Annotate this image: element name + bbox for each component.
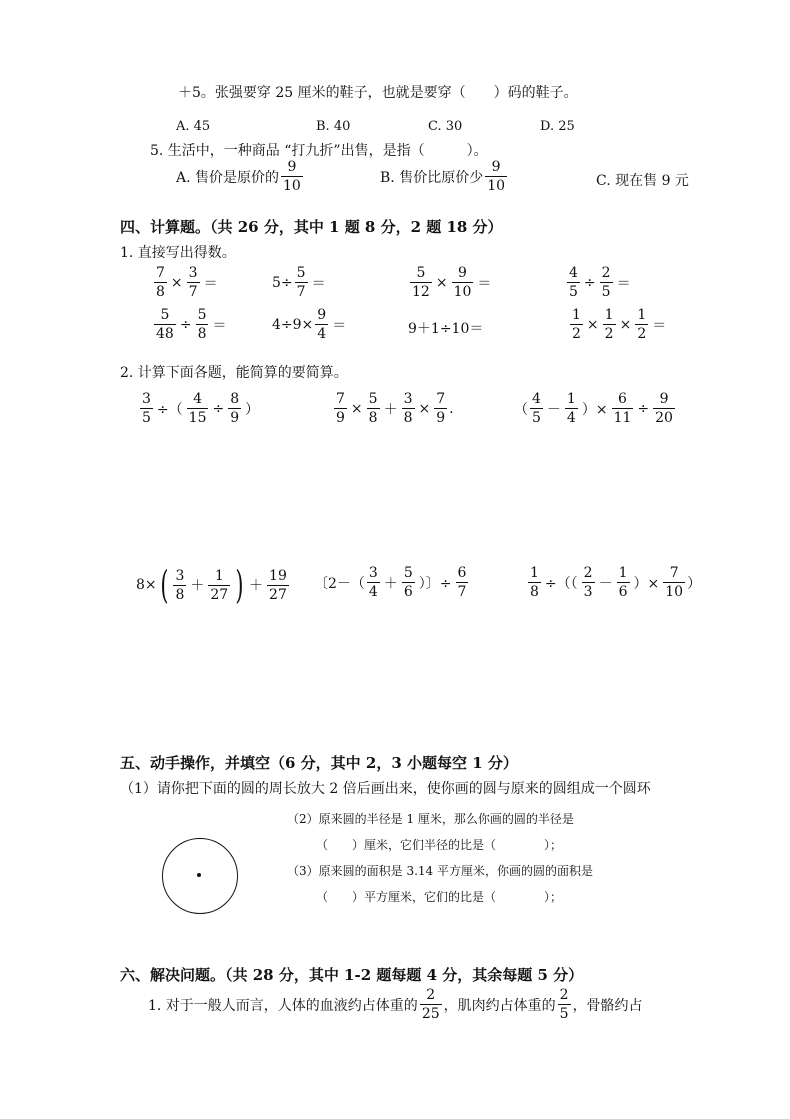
- fraction: [603, 308, 616, 341]
- numerator: 3: [403, 391, 413, 407]
- math-symbol: ÷: [179, 316, 192, 333]
- numerator: 7: [156, 265, 165, 281]
- math-symbol: －: [546, 401, 561, 418]
- q4-option-d: D. 25: [540, 119, 575, 134]
- math-symbol: ×: [350, 400, 363, 417]
- denominator: 12: [412, 284, 430, 300]
- numerator: 8: [230, 391, 240, 407]
- fraction: [663, 566, 685, 599]
- denominator: 4: [317, 326, 327, 342]
- p1-expr-7: 9＋1÷10＝: [408, 321, 484, 337]
- math-symbol: ）×: [581, 401, 608, 418]
- numerator: 3: [175, 567, 185, 584]
- numerator: 6: [457, 565, 467, 581]
- fraction: [196, 308, 209, 341]
- numerator: 3: [188, 265, 198, 281]
- fraction: [154, 308, 176, 341]
- numerator: 1: [566, 391, 576, 407]
- numerator: 1: [530, 565, 539, 581]
- numerator: 5: [197, 307, 207, 323]
- fraction: [402, 392, 415, 425]
- numerator: 5: [296, 265, 306, 281]
- math-symbol: ×: [586, 316, 599, 333]
- math-symbol: 4÷9×: [272, 316, 314, 333]
- q5-stem: 5. 生活中，一种商品 “打九折”出售，是指（ ）。: [150, 143, 488, 159]
- denominator: 6: [403, 584, 413, 600]
- p1-expr-6: [272, 308, 348, 341]
- denominator: 8: [197, 326, 207, 342]
- denominator: 5: [559, 1006, 569, 1022]
- q5-option-a-label: A. 售价是原价的: [176, 169, 280, 186]
- denominator: 5: [142, 410, 151, 426]
- math-symbol: 8×: [136, 577, 157, 593]
- section-6-title: 六、解决问题。（共 28 分，其中 1-2 题每题 4 分，其余每题 5 分）: [120, 966, 584, 984]
- denominator: 2: [637, 326, 647, 342]
- math-symbol: ）: [245, 401, 260, 418]
- fraction: [456, 566, 469, 599]
- fraction: [267, 569, 289, 602]
- numerator: 5: [416, 265, 426, 281]
- numerator: 1: [604, 307, 614, 323]
- q5-option-c: C. 现在售 9 元: [596, 173, 689, 189]
- math-symbol: ）×: [633, 575, 660, 592]
- math-symbol: ）: [687, 575, 702, 592]
- p2-expr-5: [314, 566, 470, 599]
- fraction: [228, 392, 241, 425]
- numerator: 5: [160, 307, 170, 323]
- math-symbol: ＋: [190, 578, 205, 594]
- denominator: 5: [601, 284, 611, 300]
- fraction: [187, 392, 209, 425]
- p2-expr-2: [332, 392, 454, 425]
- denominator: 48: [156, 326, 174, 342]
- denominator: 2: [604, 326, 614, 342]
- fraction: [530, 392, 543, 425]
- fraction: [617, 566, 630, 599]
- math-symbol: ＝: [652, 317, 667, 334]
- math-symbol: ＋: [249, 578, 264, 594]
- section-6-q1: [148, 988, 643, 1021]
- q1-text-a: 1. 对于一般人而言，人体的血液约占体重的: [148, 997, 418, 1014]
- math-symbol: ＝: [332, 317, 347, 334]
- section-5-q1: （1）请你把下面的圆的周长放大 2 倍后画出来，使你画的圆与原来的圆组成一个圆环: [120, 781, 651, 797]
- math-symbol: 〔2－（: [314, 575, 365, 592]
- fraction: [528, 566, 541, 599]
- numerator: 3: [368, 565, 378, 581]
- denominator: 8: [175, 586, 185, 603]
- numerator: 9: [458, 265, 467, 281]
- math-symbol: ÷: [583, 274, 596, 291]
- denominator: 7: [457, 584, 467, 600]
- fraction: [295, 266, 308, 299]
- numerator: 19: [269, 567, 287, 584]
- numerator: 5: [368, 391, 378, 407]
- numerator: 9: [317, 307, 327, 323]
- denominator: 10: [453, 284, 472, 300]
- fraction: [565, 392, 578, 425]
- math-symbol: ×: [435, 274, 448, 291]
- math-symbol: ＋: [383, 575, 398, 592]
- circle-center-dot: [197, 873, 201, 877]
- math-symbol: ＝: [616, 275, 631, 292]
- q4-option-c: C. 30: [428, 119, 463, 134]
- math-symbol: ÷: [212, 400, 225, 417]
- denominator: 5: [532, 410, 541, 426]
- numerator: 5: [403, 565, 413, 581]
- math-symbol: ×: [418, 400, 431, 417]
- denominator: 8: [403, 410, 413, 426]
- numerator: 4: [532, 391, 541, 407]
- fraction: [140, 392, 153, 425]
- fraction: [315, 308, 328, 341]
- denominator: 11: [613, 410, 632, 426]
- math-symbol: ＋: [383, 401, 398, 418]
- section-5-q3-line1: （3）原来圆的面积是 3.14 平方厘米，你画的圆的面积是: [287, 864, 593, 878]
- denominator: 7: [188, 284, 198, 300]
- math-symbol: ÷（（: [544, 575, 578, 592]
- denominator: 10: [283, 178, 301, 194]
- denominator: 7: [296, 284, 306, 300]
- section-5-title: 五、动手操作，并填空（6 分，其中 2，3 小题每空 1 分）: [120, 754, 518, 772]
- fraction: [334, 392, 347, 425]
- denominator: 9: [336, 410, 345, 426]
- section-5-q2-line2: （ ）厘米，它们半径的比是（ ）；: [316, 838, 563, 852]
- fraction: [635, 308, 648, 341]
- p1-expr-2: [272, 266, 328, 299]
- math-symbol: ÷: [637, 400, 650, 417]
- numerator: 2: [583, 565, 593, 581]
- numerator: 9: [659, 391, 669, 407]
- numerator: 1: [618, 565, 628, 581]
- fraction: [612, 392, 634, 425]
- p1-expr-3: [408, 266, 493, 299]
- section-4-part2-title: 2. 计算下面各题，能简算的要简算。: [120, 365, 348, 381]
- section-5-q2-line1: （2）原来圆的半径是 1 厘米，那么你画的圆的半径是: [287, 812, 574, 826]
- math-symbol: 5÷: [272, 274, 293, 291]
- denominator: 4: [566, 410, 576, 426]
- fraction: [208, 569, 230, 602]
- numerator: 2: [559, 987, 569, 1003]
- q4-option-a: A. 45: [176, 119, 211, 134]
- math-symbol: ＝: [477, 275, 492, 292]
- numerator: 1: [572, 307, 581, 323]
- fraction: [187, 266, 200, 299]
- p1-expr-1: [152, 266, 220, 299]
- numerator: 7: [669, 565, 679, 581]
- denominator: 4: [368, 584, 378, 600]
- numerator: 3: [142, 391, 151, 407]
- fraction: [653, 392, 675, 425]
- denominator: 6: [618, 584, 628, 600]
- p2-expr-1: [138, 392, 261, 425]
- fraction: [570, 308, 583, 341]
- denominator: 10: [665, 584, 684, 600]
- numerator: 4: [569, 265, 578, 281]
- math-symbol: （: [514, 401, 528, 418]
- denominator: 10: [487, 178, 506, 194]
- denominator: 20: [655, 410, 673, 426]
- denominator: 25: [421, 1006, 440, 1022]
- q5-option-b-label: B. 售价比原价少: [380, 169, 484, 186]
- q5-option-a: [176, 160, 305, 193]
- q1-text-b: ，肌肉约占体重的: [443, 997, 556, 1014]
- math-symbol: ÷（: [156, 401, 183, 418]
- q5-option-b: [380, 160, 509, 193]
- fraction: [567, 266, 580, 299]
- math-symbol: ): [235, 563, 244, 607]
- math-symbol: ×: [619, 316, 632, 333]
- q1-text-c: ，骨骼约占: [572, 997, 643, 1014]
- blood-fraction: [420, 988, 442, 1021]
- fraction: [367, 566, 380, 599]
- muscle-fraction: [558, 988, 571, 1021]
- fraction: [452, 266, 474, 299]
- math-symbol: －: [598, 575, 613, 592]
- section-5-q3-line2: （ ）平方厘米，它们的比是（ ）；: [316, 890, 563, 904]
- math-symbol: ×: [170, 274, 183, 291]
- p1-expr-4: [565, 266, 633, 299]
- denominator: 3: [583, 584, 593, 600]
- denominator: 9: [230, 410, 240, 426]
- numerator: 7: [436, 391, 446, 407]
- q4-option-b: B. 40: [316, 119, 351, 134]
- fraction: [582, 566, 595, 599]
- fraction: [154, 266, 167, 299]
- numerator: 6: [618, 391, 627, 407]
- section-4-part1-title: 1. 直接写出得数。: [120, 245, 236, 261]
- p1-expr-8: [568, 308, 668, 341]
- fraction: [410, 266, 432, 299]
- numerator: 9: [287, 159, 297, 175]
- math-symbol: ＝: [311, 275, 326, 292]
- denominator: 27: [269, 586, 287, 603]
- p1-expr-5: [152, 308, 228, 341]
- math-symbol: (: [159, 563, 169, 607]
- denominator: 9: [436, 410, 446, 426]
- q4-continuation: ＋5。张强要穿 25 厘米的鞋子，也就是要穿（ ）码的鞋子。: [178, 85, 578, 101]
- denominator: 27: [210, 586, 229, 603]
- p2-expr-4: [136, 563, 291, 607]
- numerator: 9: [491, 159, 501, 175]
- math-symbol: ＝: [203, 275, 218, 292]
- numerator: 2: [601, 265, 611, 281]
- p2-expr-3: [514, 392, 677, 425]
- fraction: [173, 569, 186, 602]
- section-4-title: 四、计算题。（共 26 分，其中 1 题 8 分，2 题 18 分）: [120, 218, 503, 236]
- denominator: 15: [188, 410, 207, 426]
- numerator: 1: [637, 307, 647, 323]
- math-symbol: ）〕÷: [418, 575, 452, 592]
- fraction: [367, 392, 380, 425]
- q5-option-b-fraction: [485, 160, 507, 193]
- math-symbol: .: [449, 400, 454, 417]
- fraction: [402, 566, 415, 599]
- denominator: 8: [368, 410, 378, 426]
- q5-option-a-fraction: [281, 160, 303, 193]
- numerator: 1: [214, 567, 224, 584]
- denominator: 5: [569, 284, 578, 300]
- denominator: 2: [572, 326, 581, 342]
- denominator: 8: [530, 584, 539, 600]
- numerator: 2: [426, 987, 436, 1003]
- math-symbol: ＝: [212, 317, 227, 334]
- fraction: [434, 392, 447, 425]
- fraction: [600, 266, 613, 299]
- denominator: 8: [156, 284, 165, 300]
- numerator: 7: [336, 391, 345, 407]
- numerator: 4: [193, 391, 203, 407]
- p2-expr-6: [526, 566, 701, 599]
